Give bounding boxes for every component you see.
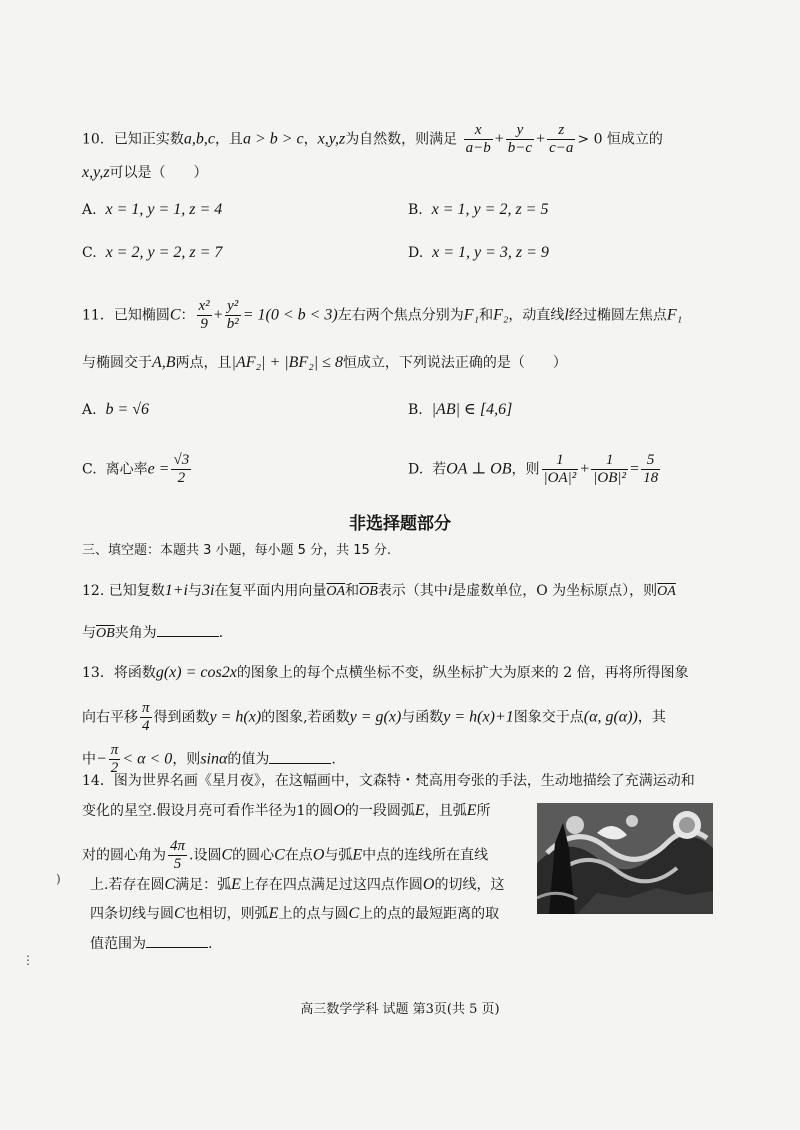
q11-eccentricity-fraction: $\frac{√3}{2}$ [173, 452, 190, 486]
q10-option-d: D. x = 1, y = 3, z = 9 [408, 244, 549, 261]
q11-option-c: C. 离心率e = $\frac{√3}{2}$ [82, 452, 190, 486]
page-footer: 高三数学学科 试题 第3页(共 5 页) [300, 1002, 500, 1017]
q11-option-b: B. |AB| ∈ [4,6] [408, 401, 513, 418]
q11-d-fraction-1: $\frac{1}{\text{|OA|²}}$ [543, 452, 577, 486]
q10-fraction-2: $\frac{y}{b-c}$ [507, 122, 533, 156]
q13-stem-line3: 中− $\frac{\pi}{2}$ < α < 0，则sinα的值为 . [82, 742, 336, 776]
q13-pi-half: $\frac{\pi}{2}$ [110, 742, 119, 776]
q13-pi-quarter: $\frac{\pi}{4}$ [142, 700, 150, 734]
q14-line5: 四条切线与圆C也相切，则弧E上的点与圆C上的点的最短距离的取 [90, 905, 500, 922]
q14-line1: 14．图为世界名画《星月夜》，在这幅画中，文森特・梵高用夸张的手法，生动地描绘了充满运动和 [82, 773, 695, 789]
starry-night-painting [537, 803, 713, 914]
q14-answer-blank[interactable] [146, 933, 208, 948]
q10-fraction-3: $\frac{z}{c-a}$ [549, 122, 574, 156]
q10-option-a: A. x = 1, y = 1, z = 4 [82, 201, 223, 218]
q11-ellipse-x-term: $\frac{\text{x²}}{9}$ [198, 298, 210, 332]
q14-angle-fraction: $\frac{4\pi}{5}$ [170, 838, 186, 872]
q11-ellipse-y-term: $\frac{\text{y²}}{\text{b²}}$ [226, 298, 239, 332]
q10-fraction-1: $\frac{x}{a-b}$ [465, 122, 491, 156]
q10-stem: 10．已知正实数a,b,c，且a > b > c，x,y,z为自然数，则满足 $\frac{x}{a-b}$ + $\frac{y}{b-c}$ + $\frac{z}{c-a}$ > 0 恒成立的 [82, 122, 663, 156]
q12-answer-blank[interactable] [157, 622, 219, 637]
q13-stem-line2: 向右平移 $\frac{\pi}{4}$ 得到函数y = h(x)的图象,若函数y = g(x)与函数y = h(x)+1图象交于点(α, g(α))，其 [82, 700, 666, 734]
q13-stem: 13．将函数g(x) = cos2x的图象上的每个点横坐标不变，纵坐标扩大为原来的 2 倍，再将所得图象 [82, 664, 689, 681]
section-title: 非选择题部分 [349, 514, 451, 534]
scan-mark: ) [56, 872, 61, 886]
q14-line6: 值范围为 . [90, 933, 212, 955]
q11-stem: 11．已知椭圆C： $\frac{\text{x²}}{9}$ + $\frac{\text{y²}}{\text{b²}}$ = 1(0 < b < 3)左右两个焦点分别为F₁和F₂，动直线l经过椭圆左焦点F₁ [82, 298, 683, 332]
q11-stem-line2: 与椭圆交于A,B两点，且|AF₂| + |BF₂| ≤ 8恒成立，下列说法正确的是（ ） [82, 354, 567, 371]
q11-d-fraction-2: $\frac{1}{\text{|OB|²}}$ [593, 452, 627, 486]
q14-line3: 对的圆心角为 $\frac{4\pi}{5}$ .设圆C的圆心C在点O与弧E中点的连线所在直线 [82, 838, 489, 872]
q10-option-b: B. x = 1, y = 2, z = 5 [408, 201, 549, 218]
q11-d-result: $\frac{5}{18}$ [643, 452, 659, 486]
part3-heading: 三、填空题：本题共 3 小题，每小题 5 分，共 15 分. [82, 543, 392, 558]
q14-line4: 上.若存在圆C满足：弧E上存在四点满足过这四点作圆O的切线，这 [90, 876, 505, 893]
q14-line2: 变化的星空.假设月亮可看作半径为1的圆O的一段圆弧E，且弧E所 [82, 802, 491, 819]
q12-stem: 12. 已知复数1+i与3i在复平面内用向量$\overline{OA}$和$\overline{OB}$表示（其中i是虚数单位，O 为坐标原点），则$\overline{OA}$ [82, 582, 676, 599]
q11-option-a: A. b = √6 [82, 401, 150, 418]
q12-stem-line2: 与$\overline{OB}$夹角为 . [82, 622, 223, 645]
q10-option-c: C. x = 2, y = 2, z = 7 [82, 244, 223, 261]
q10-stem-line2: x,y,z可以是（ ） [82, 164, 208, 181]
q11-option-d: D. 若OA ⊥ OB，则 $\frac{1}{\text{|OA|²}}$ + $\frac{1}{\text{|OB|²}}$ = $\frac{5}{18}$ [408, 452, 659, 486]
q13-answer-blank[interactable] [269, 749, 331, 764]
scan-mark: ⋮ [22, 953, 34, 967]
